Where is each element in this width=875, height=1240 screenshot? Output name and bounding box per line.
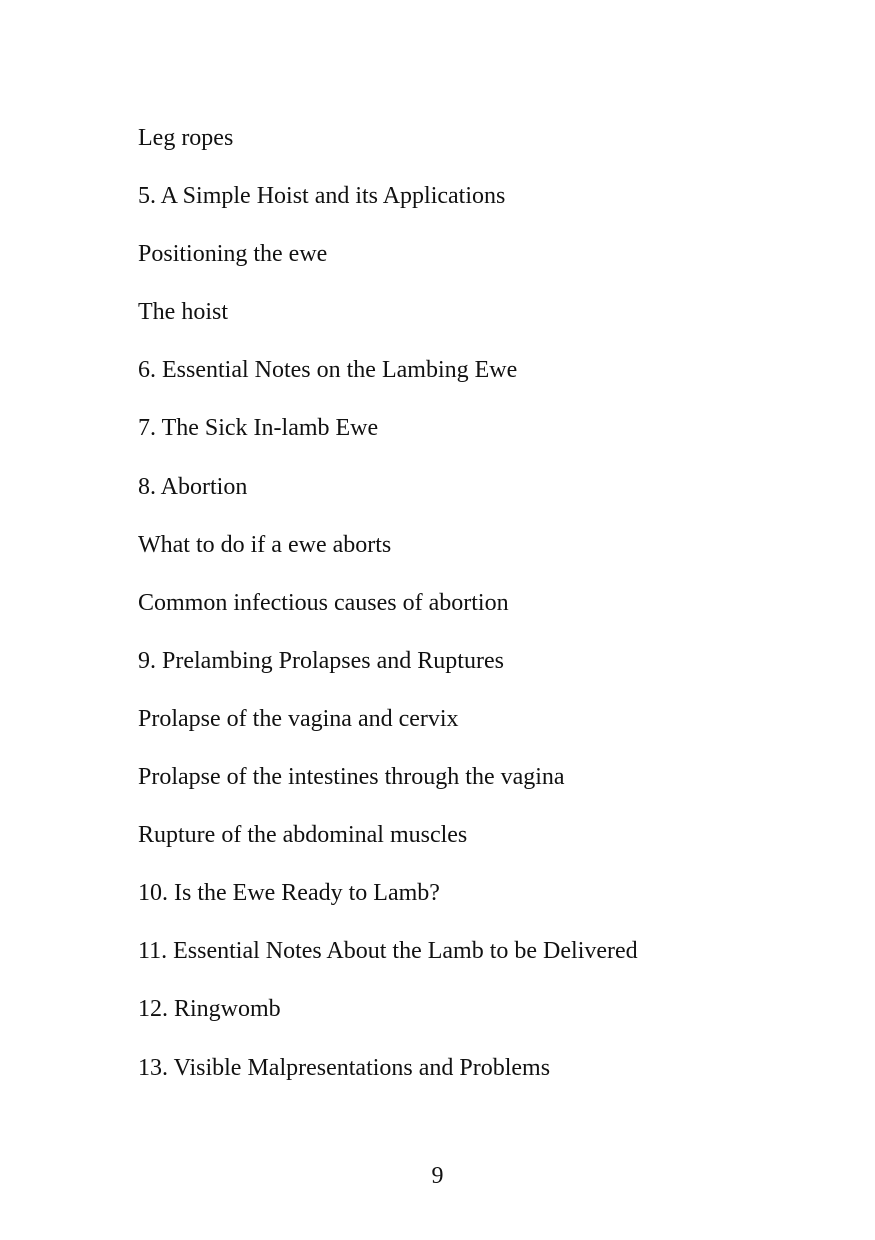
toc-entry: The hoist [138,299,228,326]
table-of-contents [138,123,638,1111]
toc-entry: Prolapse of the vagina and cervix [138,705,459,732]
toc-entry: 7. The Sick In-lamb Ewe [138,415,379,442]
toc-entry: 6. Essential Notes on the Lambing Ewe [138,357,518,384]
toc-entry: 8. Abortion [138,473,248,500]
toc-entry: 12. Ringwomb [138,996,281,1023]
toc-entry: 5. A Simple Hoist and its Applications [138,183,506,210]
toc-entry: 9. Prelambing Prolapses and Ruptures [138,647,504,674]
toc-entry: 10. Is the Ewe Ready to Lamb? [138,880,440,907]
toc-entry: 11. Essential Notes About the Lamb to be Delivered [138,938,638,965]
toc-entry: Rupture of the abdominal muscles [138,822,468,849]
toc-entry: Prolapse of the intestines through the vagina [138,764,565,791]
toc-entry: 13. Visible Malpresentations and Problems [138,1054,551,1081]
toc-entry: What to do if a ewe aborts [138,531,392,558]
toc-entry: Leg ropes [138,125,234,151]
toc-entry: Positioning the ewe [138,241,328,268]
toc-entry: Common infectious causes of abortion [138,589,509,616]
page-number: 9 [431,1163,444,1189]
